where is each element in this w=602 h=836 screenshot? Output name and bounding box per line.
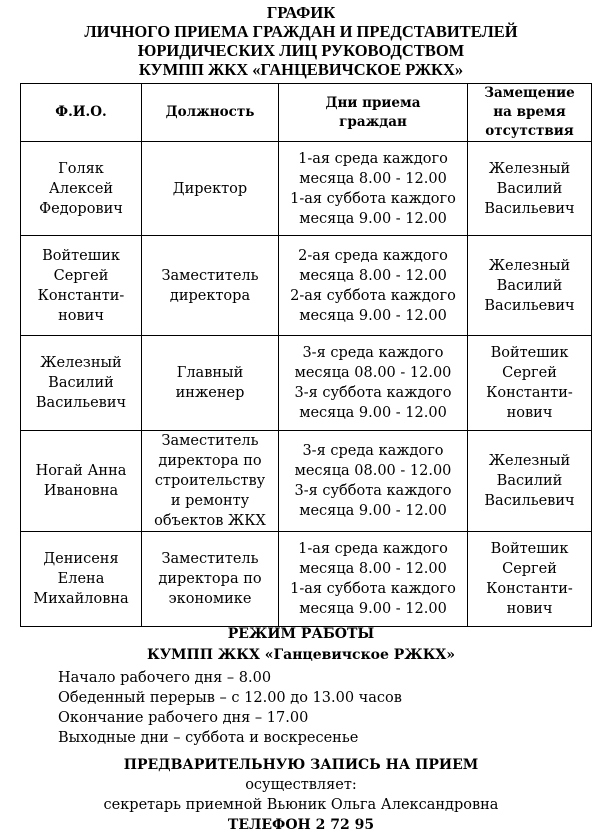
cell-text-line: месяца 8.00 - 12.00: [299, 267, 447, 284]
cell-text-line: месяца 9.00 - 12.00: [299, 405, 447, 421]
cell-text-line: Константи-: [486, 385, 573, 401]
cell-text-line: Федорович: [39, 200, 123, 217]
cell-text-line: месяца 8.00 - 12.00: [299, 170, 447, 187]
table-row: [21, 142, 592, 236]
cell-text-line: Войтешик: [490, 345, 569, 361]
cell-name: [21, 142, 142, 236]
cell-text-line: Константи-: [486, 581, 573, 597]
cell-text-line: Константи-: [37, 287, 125, 304]
work-mode-item: Обеденный перерыв – с 12.00 до 13.00 часов: [58, 690, 402, 706]
cell-text-line: Сергей: [502, 365, 557, 381]
cell-text-line: Железный: [488, 160, 571, 177]
table-row: [21, 532, 592, 627]
header-substitute: [468, 84, 592, 142]
cell-text-line: месяца 9.00 - 12.00: [299, 503, 447, 519]
cell-text-line: месяца 9.00 - 12.00: [299, 601, 447, 617]
cell-text-line: Замещение: [484, 85, 575, 101]
cell-text-line: 1-ая суббота каждого: [290, 581, 456, 597]
header-position: [142, 84, 279, 142]
cell-text-line: Елена: [57, 571, 105, 587]
cell-position: [142, 236, 279, 336]
cell-text-line: Василий: [496, 473, 563, 489]
header-name: [21, 84, 142, 142]
cell-days: [279, 431, 468, 532]
cell-text-line: Заместитель: [161, 433, 259, 449]
cell-text-line: Денисеня: [43, 551, 119, 567]
cell-substitute: [468, 336, 592, 431]
title-line: КУМПП ЖКХ «ГАНЦЕВИЧСКОЕ РЖКХ»: [138, 60, 464, 79]
work-mode-subheading: КУМПП ЖКХ «Ганцевичское РЖКХ»: [146, 647, 456, 663]
work-mode-item: Выходные дни – суббота и воскресенье: [58, 730, 359, 746]
cell-text-line: строительству: [154, 473, 266, 489]
cell-text-line: Дни приема: [325, 94, 421, 111]
work-mode-list: [0, 668, 602, 748]
cell-position: [142, 336, 279, 431]
cell-text-line: Сергей: [502, 561, 557, 577]
booking-secretary: секретарь приемной Вьюник Ольга Александровна: [103, 797, 499, 813]
cell-text-line: Главный: [176, 365, 244, 381]
cell-text-line: Васильевич: [484, 200, 575, 217]
cell-text-line: месяца 08.00 - 12.00: [294, 365, 452, 381]
cell-substitute: [468, 431, 592, 532]
cell-name: [21, 236, 142, 336]
cell-text-line: нович: [58, 307, 104, 324]
cell-text-line: Ивановна: [43, 483, 119, 499]
cell-text-line: объектов ЖКХ: [154, 513, 266, 529]
cell-text-line: 3-я суббота каждого: [294, 483, 452, 499]
cell-text-line: Войтешик: [490, 541, 569, 557]
cell-text-line: Васильевич: [484, 493, 575, 509]
cell-text-line: 1-ая суббота каждого: [290, 190, 456, 207]
cell-text-line: 2-ая среда каждого: [298, 247, 448, 264]
work-mode-item: Окончание рабочего дня – 17.00: [58, 710, 309, 726]
cell-text-line: 3-я среда каждого: [302, 345, 444, 361]
cell-text-line: Василий: [496, 180, 563, 197]
work-mode-heading: РЕЖИМ РАБОТЫ: [227, 626, 375, 642]
cell-position: [142, 431, 279, 532]
cell-text-line: 3-я среда каждого: [302, 443, 444, 459]
booking-line: осуществляет:: [245, 777, 357, 793]
work-mode-section: [0, 624, 602, 748]
cell-text-line: нович: [506, 601, 553, 617]
table-row: [21, 236, 592, 336]
document-title: [0, 3, 602, 79]
cell-text-line: Железный: [488, 453, 571, 469]
cell-text-line: Заместитель: [161, 267, 259, 284]
booking-heading: ПРЕДВАРИТЕЛЬНУЮ ЗАПИСЬ НА ПРИЕМ: [123, 757, 479, 773]
cell-days: [279, 236, 468, 336]
cell-text-line: Михайловна: [33, 591, 129, 607]
cell-text-line: Васильевич: [35, 395, 127, 411]
work-mode-item: Начало рабочего дня – 8.00: [58, 670, 272, 686]
cell-name: [21, 532, 142, 627]
cell-substitute: [468, 532, 592, 627]
cell-text-line: Должность: [165, 104, 255, 120]
booking-section: [0, 755, 602, 835]
cell-text-line: месяца 08.00 - 12.00: [294, 463, 452, 479]
cell-text-line: месяца 8.00 - 12.00: [299, 561, 447, 577]
cell-text-line: Васильевич: [484, 297, 575, 314]
cell-text-line: 1-ая среда каждого: [298, 541, 448, 557]
reception-schedule-table: [20, 83, 592, 627]
cell-text-line: 3-я суббота каждого: [294, 385, 452, 401]
header-days: [279, 84, 468, 142]
cell-text-line: на время: [493, 104, 566, 120]
title-line: ЛИЧНОГО ПРИЕМА ГРАЖДАН И ПРЕДСТАВИТЕЛЕЙ: [84, 22, 518, 41]
title-line: ЮРИДИЧЕСКИХ ЛИЦ РУКОВОДСТВОМ: [137, 41, 465, 60]
cell-name: [21, 336, 142, 431]
cell-text-line: граждан: [339, 113, 407, 130]
cell-text-line: Сергей: [53, 267, 109, 284]
cell-text-line: директора по: [158, 571, 262, 587]
cell-text-line: экономике: [168, 591, 252, 607]
cell-text-line: нович: [506, 405, 553, 421]
cell-position: [142, 142, 279, 236]
cell-text-line: месяца 9.00 - 12.00: [299, 210, 447, 227]
table-row: [21, 336, 592, 431]
cell-text-line: Голяк: [58, 160, 104, 177]
table-row: [21, 431, 592, 532]
cell-text-line: и ремонту: [170, 493, 250, 509]
title-line: ГРАФИК: [266, 3, 336, 22]
cell-name: [21, 431, 142, 532]
cell-substitute: [468, 142, 592, 236]
cell-text-line: директора: [169, 287, 251, 304]
cell-days: [279, 336, 468, 431]
cell-text-line: Директор: [172, 180, 248, 197]
cell-text-line: Заместитель: [161, 551, 259, 567]
cell-text-line: Алексей: [48, 180, 114, 197]
cell-text-line: Ф.И.О.: [55, 104, 107, 120]
cell-text-line: 1-ая среда каждого: [298, 150, 448, 167]
cell-text-line: 2-ая суббота каждого: [290, 287, 456, 304]
table-header-row: [21, 84, 592, 142]
cell-position: [142, 532, 279, 627]
cell-text-line: Ногай Анна: [35, 463, 127, 479]
cell-days: [279, 142, 468, 236]
cell-days: [279, 532, 468, 627]
cell-substitute: [468, 236, 592, 336]
cell-text-line: инженер: [175, 385, 245, 401]
cell-text-line: Василий: [48, 375, 114, 391]
cell-text-line: Железный: [40, 355, 122, 371]
cell-text-line: Железный: [488, 257, 571, 274]
cell-text-line: месяца 9.00 - 12.00: [299, 307, 447, 324]
cell-text-line: отсутствия: [485, 123, 574, 139]
cell-text-line: директора по: [158, 453, 262, 469]
cell-text-line: Войтешик: [42, 247, 120, 264]
cell-text-line: Василий: [496, 277, 563, 294]
booking-phone: ТЕЛЕФОН 2 72 95: [227, 817, 375, 833]
